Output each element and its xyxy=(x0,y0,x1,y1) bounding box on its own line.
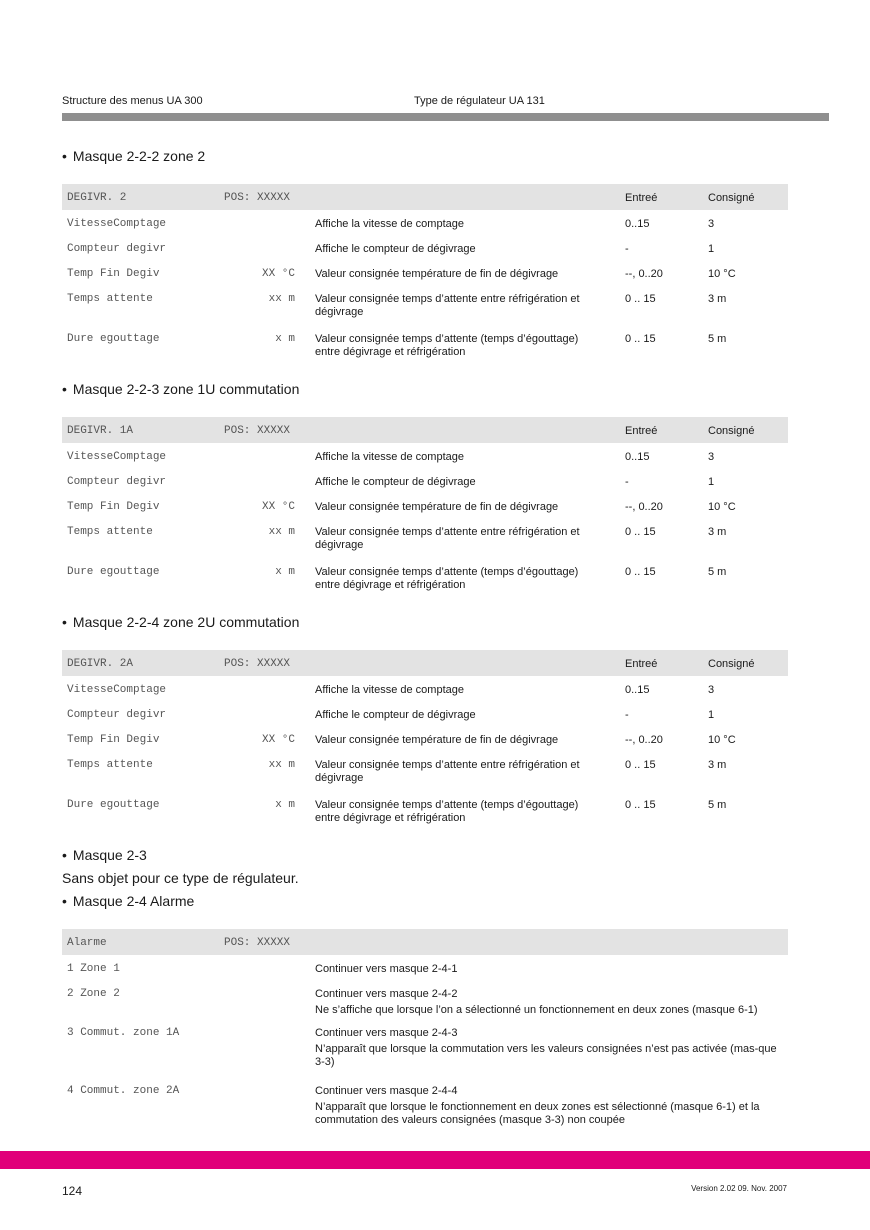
row-name: Temps attente xyxy=(67,526,153,538)
table-header xyxy=(62,650,788,676)
row-desc: Valeur consignée température de fin de dégivrage xyxy=(315,501,559,513)
row-name: 1 Zone 1 xyxy=(67,963,120,975)
row-name: Dure egouttage xyxy=(67,799,160,811)
degivr-table-zone-2a xyxy=(62,650,788,831)
table-header xyxy=(62,417,788,443)
row-unit: XX °C xyxy=(261,268,295,280)
row-name: 2 Zone 2 xyxy=(67,988,120,1000)
table-row xyxy=(62,980,788,1019)
row-name: Temp Fin Degiv xyxy=(67,268,160,280)
row-desc: Continuer vers masque 2-4-4 xyxy=(315,1085,458,1097)
section-title-text: Masque 2-2-4 zone 2U commutation xyxy=(72,614,300,630)
table-row xyxy=(62,751,788,791)
table-row xyxy=(62,210,788,235)
degivr-table-zone-2 xyxy=(62,184,788,365)
row-input: 0 .. 15 xyxy=(625,799,656,811)
table-row xyxy=(62,235,788,260)
bullet-icon: • xyxy=(62,847,67,863)
row-unit: x m xyxy=(275,566,295,578)
table-row xyxy=(62,726,788,751)
row-name: VitesseComptage xyxy=(67,684,167,696)
section-title-text: Masque 2-4 Alarme xyxy=(72,893,195,909)
row-input: - xyxy=(625,243,629,255)
table-row xyxy=(62,325,788,365)
table-row xyxy=(62,260,788,285)
header-name: DEGIVR. 2A xyxy=(67,658,134,670)
header-controller-type: Type de régulateur UA 131 xyxy=(414,95,545,107)
table-row xyxy=(62,285,788,325)
row-setpoint: 1 xyxy=(708,709,715,721)
row-desc: Valeur consignée temps d’attente (temps d’égouttage) entre dégivrage et réfrigération xyxy=(315,799,579,824)
row-setpoint: 3 m xyxy=(708,293,727,305)
table-row xyxy=(62,518,788,558)
row-input: 0..15 xyxy=(625,684,650,696)
footer-accent-bar xyxy=(0,1151,870,1169)
row-input: --, 0..20 xyxy=(625,734,663,746)
section-title-text: Masque 2-3 xyxy=(72,847,147,863)
header-pos: POS: XXXXX xyxy=(224,658,291,670)
row-desc: Affiche le compteur de dégivrage xyxy=(315,709,476,721)
row-desc: Affiche la vitesse de comptage xyxy=(315,684,464,696)
row-input: --, 0..20 xyxy=(625,501,663,513)
row-setpoint: 10 °C xyxy=(708,501,736,513)
row-setpoint: 5 m xyxy=(708,333,727,345)
table-row xyxy=(62,1019,788,1077)
header-pos: POS: XXXXX xyxy=(224,937,291,949)
table-row xyxy=(62,493,788,518)
row-input: - xyxy=(625,476,629,488)
row-name: Temps attente xyxy=(67,759,153,771)
row-input: 0..15 xyxy=(625,451,650,463)
row-input: 0 .. 15 xyxy=(625,566,656,578)
row-desc: Valeur consignée temps d’attente entre réfrigération et dégivrage xyxy=(315,293,580,318)
header-document-title: Structure des menus UA 300 xyxy=(62,95,203,107)
row-unit: x m xyxy=(275,799,295,811)
section-note: Sans objet pour ce type de régulateur. xyxy=(62,870,299,886)
row-setpoint: 10 °C xyxy=(708,268,736,280)
table-row xyxy=(62,701,788,726)
bullet-icon: • xyxy=(62,148,67,164)
row-name: Temp Fin Degiv xyxy=(67,501,160,513)
row-setpoint: 10 °C xyxy=(708,734,736,746)
row-desc: Affiche la vitesse de comptage xyxy=(315,218,464,230)
table-row xyxy=(62,1077,788,1129)
row-desc: Valeur consignée température de fin de dégivrage xyxy=(315,734,559,746)
row-desc: Continuer vers masque 2-4-1 xyxy=(315,963,458,975)
row-name: Dure egouttage xyxy=(67,566,160,578)
row-input: 0..15 xyxy=(625,218,650,230)
row-setpoint: 5 m xyxy=(708,799,727,811)
row-unit: XX °C xyxy=(261,501,295,513)
header-name: DEGIVR. 1A xyxy=(67,425,134,437)
row-note: N’apparaît que lorsque le fonctionnement en deux zones est sélectionné (masque 6-1) et la commutation des valeurs consignées (masque 3-3) non coupée xyxy=(315,1101,760,1126)
section-title-2-4 xyxy=(62,893,194,909)
header-setpoint: Consigné xyxy=(708,192,755,204)
row-input: - xyxy=(625,709,629,721)
header-input: Entreé xyxy=(625,425,658,437)
header-divider xyxy=(62,113,829,121)
table-row xyxy=(62,955,788,980)
row-setpoint: 3 xyxy=(708,218,715,230)
row-setpoint: 3 m xyxy=(708,759,727,771)
bullet-icon: • xyxy=(62,614,67,630)
row-unit: xx m xyxy=(268,293,295,305)
version-info: Version 2.02 09. Nov. 2007 xyxy=(691,1184,787,1193)
header-setpoint: Consigné xyxy=(708,658,755,670)
section-title-2-3 xyxy=(62,847,147,863)
table-row xyxy=(62,558,788,598)
row-desc: Affiche le compteur de dégivrage xyxy=(315,243,476,255)
table-header xyxy=(62,929,788,955)
row-setpoint: 3 m xyxy=(708,526,727,538)
table-row xyxy=(62,443,788,468)
row-input: 0 .. 15 xyxy=(625,526,656,538)
section-title-2-2-4 xyxy=(62,614,299,630)
row-name: Temp Fin Degiv xyxy=(67,734,160,746)
row-desc: Valeur consignée temps d’attente (temps d’égouttage) entre dégivrage et réfrigération xyxy=(315,566,579,591)
row-unit: xx m xyxy=(268,526,295,538)
header-setpoint: Consigné xyxy=(708,425,755,437)
row-setpoint: 1 xyxy=(708,476,715,488)
row-note: Ne s’affiche que lorsque l’on a sélectionné un fonctionnement en deux zones (masque 6-1) xyxy=(315,1004,758,1016)
row-name: Compteur degivr xyxy=(67,476,167,488)
row-name: VitesseComptage xyxy=(67,451,167,463)
row-desc: Affiche la vitesse de comptage xyxy=(315,451,464,463)
row-note: N’apparaît que lorsque la commutation vers les valeurs consignées n’est pas activée (mas-que 3-3) xyxy=(315,1043,777,1068)
row-desc: Valeur consignée temps d’attente entre réfrigération et dégivrage xyxy=(315,759,580,784)
row-desc: Valeur consignée temps d’attente entre réfrigération et dégivrage xyxy=(315,526,580,551)
table-row xyxy=(62,468,788,493)
section-title-text: Masque 2-2-2 zone 2 xyxy=(72,148,206,164)
row-unit: x m xyxy=(275,333,295,345)
section-title-text: Masque 2-2-3 zone 1U commutation xyxy=(72,381,300,397)
row-name: Dure egouttage xyxy=(67,333,160,345)
row-unit: xx m xyxy=(268,759,295,771)
table-header xyxy=(62,184,788,210)
row-input: 0 .. 15 xyxy=(625,333,656,345)
row-input: --, 0..20 xyxy=(625,268,663,280)
row-setpoint: 3 xyxy=(708,451,715,463)
table-row xyxy=(62,791,788,831)
bullet-icon: • xyxy=(62,893,67,909)
row-name: Compteur degivr xyxy=(67,709,167,721)
header-name: DEGIVR. 2 xyxy=(67,192,127,204)
degivr-table-zone-1a xyxy=(62,417,788,598)
row-input: 0 .. 15 xyxy=(625,293,656,305)
header-pos: POS: XXXXX xyxy=(224,425,291,437)
page-number: 124 xyxy=(62,1184,83,1198)
row-name: Compteur degivr xyxy=(67,243,167,255)
section-title-2-2-3 xyxy=(62,381,299,397)
bullet-icon: • xyxy=(62,381,67,397)
row-input: 0 .. 15 xyxy=(625,759,656,771)
row-desc: Valeur consignée temps d’attente (temps d’égouttage) entre dégivrage et réfrigération xyxy=(315,333,579,358)
header-pos: POS: XXXXX xyxy=(224,192,291,204)
row-desc: Affiche le compteur de dégivrage xyxy=(315,476,476,488)
row-name: 3 Commut. zone 1A xyxy=(67,1027,180,1039)
row-name: 4 Commut. zone 2A xyxy=(67,1085,180,1097)
row-name: VitesseComptage xyxy=(67,218,167,230)
header-name: Alarme xyxy=(67,937,107,949)
table-row xyxy=(62,676,788,701)
row-unit: XX °C xyxy=(261,734,295,746)
row-desc: Continuer vers masque 2-4-2 xyxy=(315,988,458,1000)
row-setpoint: 5 m xyxy=(708,566,727,578)
row-name: Temps attente xyxy=(67,293,153,305)
row-desc: Valeur consignée température de fin de dégivrage xyxy=(315,268,559,280)
section-title-2-2-2 xyxy=(62,148,205,164)
row-setpoint: 1 xyxy=(708,243,715,255)
header-input: Entreé xyxy=(625,658,658,670)
alarm-table xyxy=(62,929,788,1129)
row-setpoint: 3 xyxy=(708,684,715,696)
header-input: Entreé xyxy=(625,192,658,204)
row-desc: Continuer vers masque 2-4-3 xyxy=(315,1027,458,1039)
